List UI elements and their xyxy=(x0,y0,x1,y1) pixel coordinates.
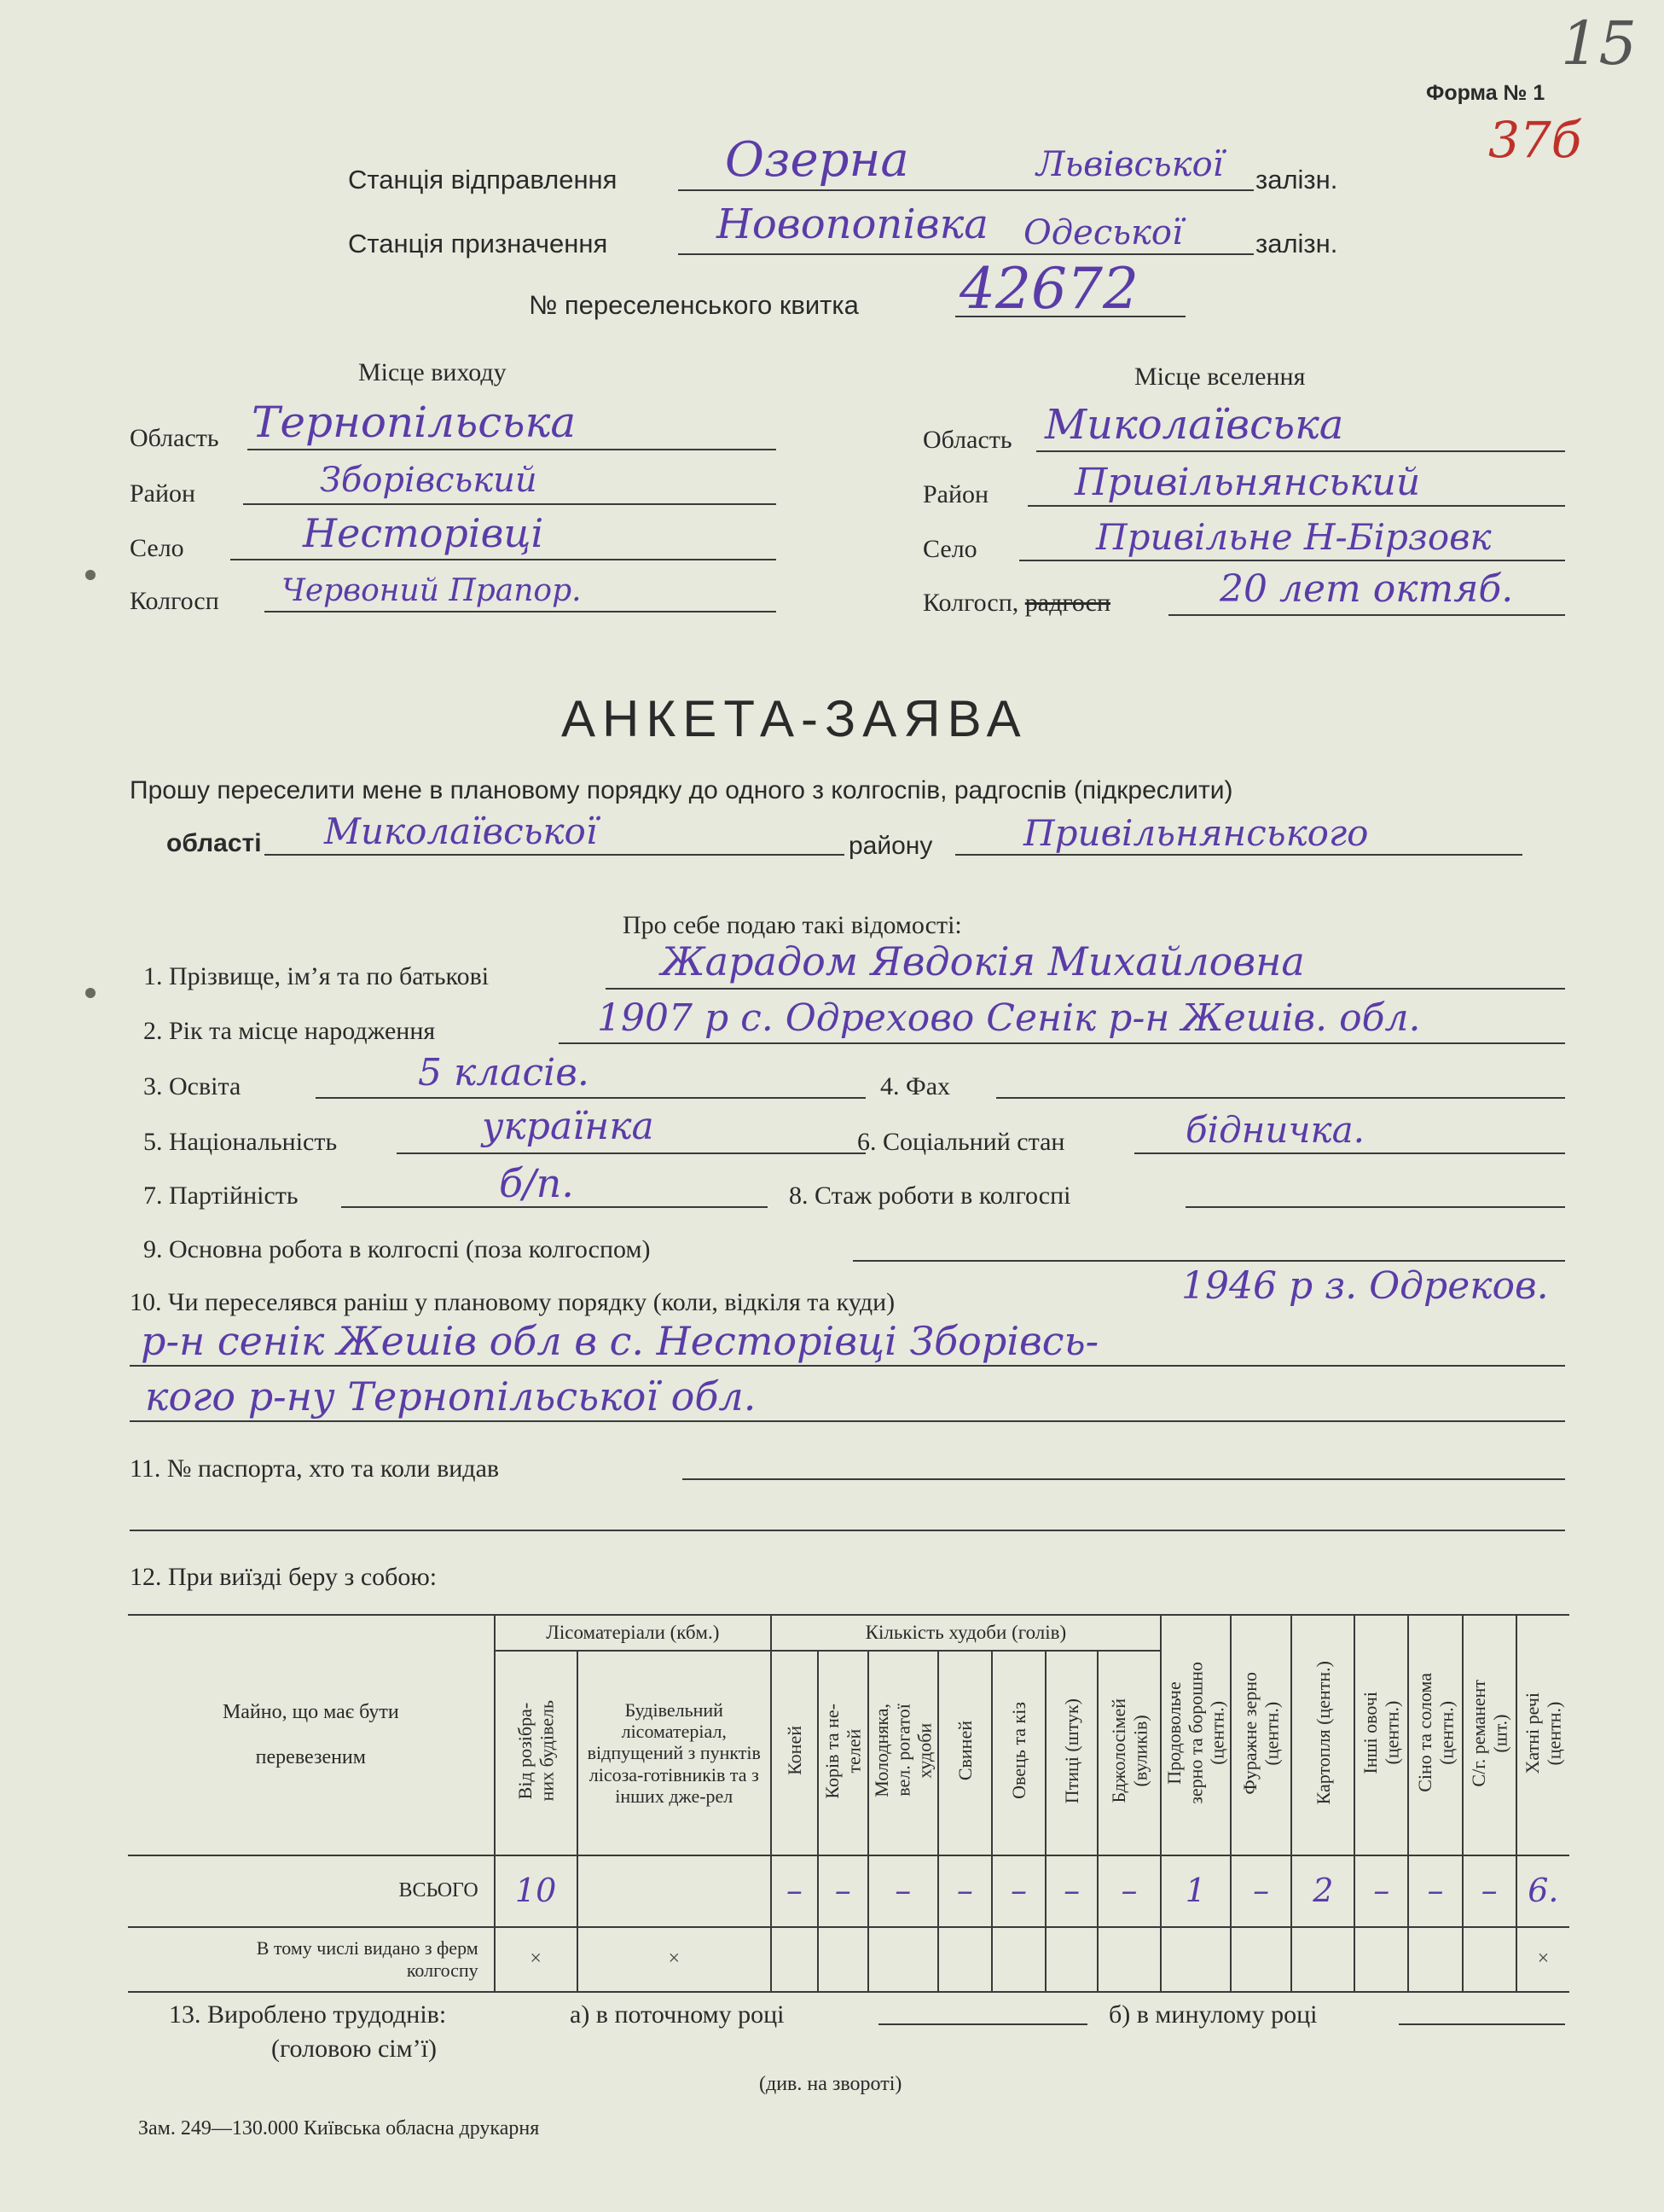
printer-note: Зам. 249—130.000 Київська обласна друкарня xyxy=(138,2117,540,2139)
workdays-label: 13. Вироблено трудоднів: xyxy=(169,2000,447,2029)
destination-railway-value: Одеської xyxy=(1023,213,1183,253)
goods-table xyxy=(128,1614,1569,1993)
departure-value: Озерна xyxy=(725,132,909,188)
field-12-label: 12. При виїзді беру з собою: xyxy=(130,1563,438,1591)
table-cell: – xyxy=(1408,1855,1462,1927)
field-10-value-2: р-н сенік Жешів обл в с. Несторівці Зборівсь- xyxy=(141,1318,1099,1364)
railway-suffix-2: залізн. xyxy=(1255,229,1338,258)
table-cell: – xyxy=(992,1855,1046,1927)
origin-raion-value: Зборівський xyxy=(320,461,537,500)
field-7-value: б/п. xyxy=(499,1160,574,1206)
table-cell xyxy=(938,1927,992,1992)
info-heading: Про себе подаю такі відомості: xyxy=(623,911,962,939)
col-cows: Корів та не- телей xyxy=(818,1651,868,1855)
group-timber: Лісоматеріали (кбм.) xyxy=(495,1615,771,1651)
col-young: Молодняка, вел. рогатої худоби xyxy=(868,1651,938,1855)
destination-selo-label: Село xyxy=(923,535,977,563)
field-2-value: 1907 р с. Одрехово Сенік р-н Жешів. обл. xyxy=(597,996,1421,1040)
table-cell xyxy=(1463,1927,1516,1992)
field-11-label: 11. № паспорта, хто та коли видав xyxy=(130,1454,500,1483)
field-1-label: 1. Прізвище, ім’я та по батькові xyxy=(143,962,490,990)
field-9-label: 9. Основна робота в колгоспі (поза колгоспом) xyxy=(143,1235,651,1263)
origin-selo-label: Село xyxy=(130,534,184,562)
group-livestock: Кількість худоби (голів) xyxy=(771,1615,1161,1651)
table-cell: – xyxy=(1463,1855,1516,1927)
destination-heading: Місце вселення xyxy=(1134,363,1306,391)
field-3-label: 3. Освіта xyxy=(143,1072,241,1100)
origin-heading: Місце виходу xyxy=(358,358,507,386)
table-cell: – xyxy=(771,1855,818,1927)
col-forage: Фуражне зерно (центн.) xyxy=(1231,1615,1292,1855)
origin-kolhosp-label: Колгосп xyxy=(130,587,219,615)
field-5-value: українка xyxy=(482,1105,654,1148)
col-pigs: Свиней xyxy=(938,1651,992,1855)
table-cell: × xyxy=(577,1927,771,1992)
field-10-label: 10. Чи переселявся раніш у плановому порядку (коли, відкіля та куди) xyxy=(130,1288,896,1316)
table-cell: – xyxy=(1046,1855,1098,1927)
destination-selo-value: Привільне Н-Бірзовк xyxy=(1096,516,1492,558)
table-cell xyxy=(577,1855,771,1927)
destination-value: Новопопівка xyxy=(716,200,989,248)
col-potatoes: Картопля (центн.) xyxy=(1291,1615,1354,1855)
row-farm-label: В тому числі видано з ферм колгоспу xyxy=(128,1927,495,1992)
table-cell xyxy=(1231,1927,1292,1992)
table-cell: – xyxy=(1231,1855,1292,1927)
col-building-timber: Будівельний лісоматеріал, відпущений з пунктів лісоза-готівників та з інших дже-рел xyxy=(577,1651,771,1855)
railway-suffix-1: залізн. xyxy=(1255,165,1338,194)
request-text: Прошу переселити мене в плановому порядку до одного з колгоспів, радгоспів (підкреслити) xyxy=(130,776,1233,804)
col-vegetables: Інші овочі (центн.) xyxy=(1354,1615,1408,1855)
field-7-label: 7. Партійність xyxy=(143,1181,299,1210)
field-10-value-3: кого р-ну Тернопільської обл. xyxy=(145,1373,757,1420)
field-8-label: 8. Стаж роботи в колгоспі xyxy=(789,1181,1071,1210)
table-cell xyxy=(771,1927,818,1992)
destination-kolhosp-label: Колгосп, радгосп xyxy=(923,589,1111,617)
field-3-value: 5 класів. xyxy=(418,1051,589,1094)
red-number: 37б xyxy=(1488,111,1582,169)
departure-label: Станція відправлення xyxy=(348,165,617,194)
table-cell xyxy=(818,1927,868,1992)
table-cell: × xyxy=(495,1927,577,1992)
destination-kolhosp-value: 20 лет октяб. xyxy=(1220,567,1514,611)
table-cell xyxy=(1098,1927,1161,1992)
destination-oblast-label: Область xyxy=(923,426,1012,454)
form-label: Форма № 1 xyxy=(1426,81,1545,105)
request-raion-label: району xyxy=(849,832,933,860)
origin-oblast-label: Область xyxy=(130,424,219,452)
col-dismantled: Від розібра- них будівель xyxy=(495,1651,577,1855)
col-hay: Сіно та солома (центн.) xyxy=(1408,1615,1462,1855)
punch-hole xyxy=(85,570,96,580)
table-cell: – xyxy=(818,1855,868,1927)
table-cell: 2 xyxy=(1291,1855,1354,1927)
destination-raion-label: Район xyxy=(923,480,989,508)
table-row-farm xyxy=(128,1927,1569,1992)
table-cell: 6. xyxy=(1516,1855,1569,1927)
table-cell: × xyxy=(1516,1927,1569,1992)
field-6-value: бідничка. xyxy=(1186,1109,1365,1151)
col-grain: Продовольче зерно та борошно (центн.) xyxy=(1161,1615,1231,1855)
table-cell xyxy=(1354,1927,1408,1992)
request-oblast-label: області xyxy=(166,829,262,857)
table-cell xyxy=(1046,1927,1098,1992)
destination-oblast-value: Миколаївська xyxy=(1045,401,1344,449)
origin-oblast-value: Тернопільська xyxy=(252,398,577,447)
field-2-label: 2. Рік та місце народження xyxy=(143,1017,436,1045)
table-cell: – xyxy=(1098,1855,1161,1927)
request-oblast-value: Миколаївської xyxy=(324,810,598,852)
table-cell: – xyxy=(1354,1855,1408,1927)
destination-raion-value: Привільнянський xyxy=(1075,461,1421,504)
form-title: АНКЕТА-ЗАЯВА xyxy=(561,690,1028,747)
field-5-label: 5. Національність xyxy=(143,1128,338,1156)
field-10-value-1: 1946 р з. Одреков. xyxy=(1181,1264,1549,1308)
col-birds: Птиці (штук) xyxy=(1046,1651,1098,1855)
archive-number: 15 xyxy=(1561,9,1638,78)
col-tools: С/г. реманент (шт.) xyxy=(1463,1615,1516,1855)
origin-selo-value: Несторівці xyxy=(303,510,544,556)
table-cell xyxy=(1408,1927,1462,1992)
table-cell: – xyxy=(868,1855,938,1927)
workdays-sub-label: (головою сім’ї) xyxy=(271,2035,437,2063)
origin-kolhosp-value: Червоний Прапор. xyxy=(281,573,582,608)
punch-hole xyxy=(85,988,96,998)
ticket-value: 42672 xyxy=(960,256,1139,322)
table-cell: 1 xyxy=(1161,1855,1231,1927)
table-cell xyxy=(868,1927,938,1992)
origin-raion-label: Район xyxy=(130,479,196,508)
row-total-label: ВСЬОГО xyxy=(128,1855,495,1927)
field-1-value: Жарадом Явдокія Михайловна xyxy=(661,938,1305,984)
ticket-label: № переселенського квитка xyxy=(529,290,859,320)
request-raion-value: Привільнянського xyxy=(1023,812,1369,854)
table-cell: 10 xyxy=(495,1855,577,1927)
field-6-label: 6. Соціальний стан xyxy=(857,1128,1065,1156)
field-4-label: 4. Фах xyxy=(880,1072,951,1100)
col-property: Майно, що має бути перевезеним xyxy=(128,1615,495,1855)
workdays-a-label: а) в поточному році xyxy=(570,2000,785,2029)
see-back-note: (див. на звороті) xyxy=(759,2073,902,2095)
table-row-total xyxy=(128,1855,1569,1927)
workdays-b-label: б) в минулому році xyxy=(1109,2000,1318,2029)
col-bees: Бджолосімей (вуликів) xyxy=(1098,1651,1161,1855)
destination-label: Станція призначення xyxy=(348,229,608,258)
table-cell: – xyxy=(938,1855,992,1927)
col-horses: Коней xyxy=(771,1651,818,1855)
table-cell xyxy=(1291,1927,1354,1992)
table-cell xyxy=(992,1927,1046,1992)
col-sheep: Овець та кіз xyxy=(992,1651,1046,1855)
departure-railway-value: Львівської xyxy=(1036,145,1224,184)
table-cell xyxy=(1161,1927,1231,1992)
col-household: Хатні речі (центн.) xyxy=(1516,1615,1569,1855)
